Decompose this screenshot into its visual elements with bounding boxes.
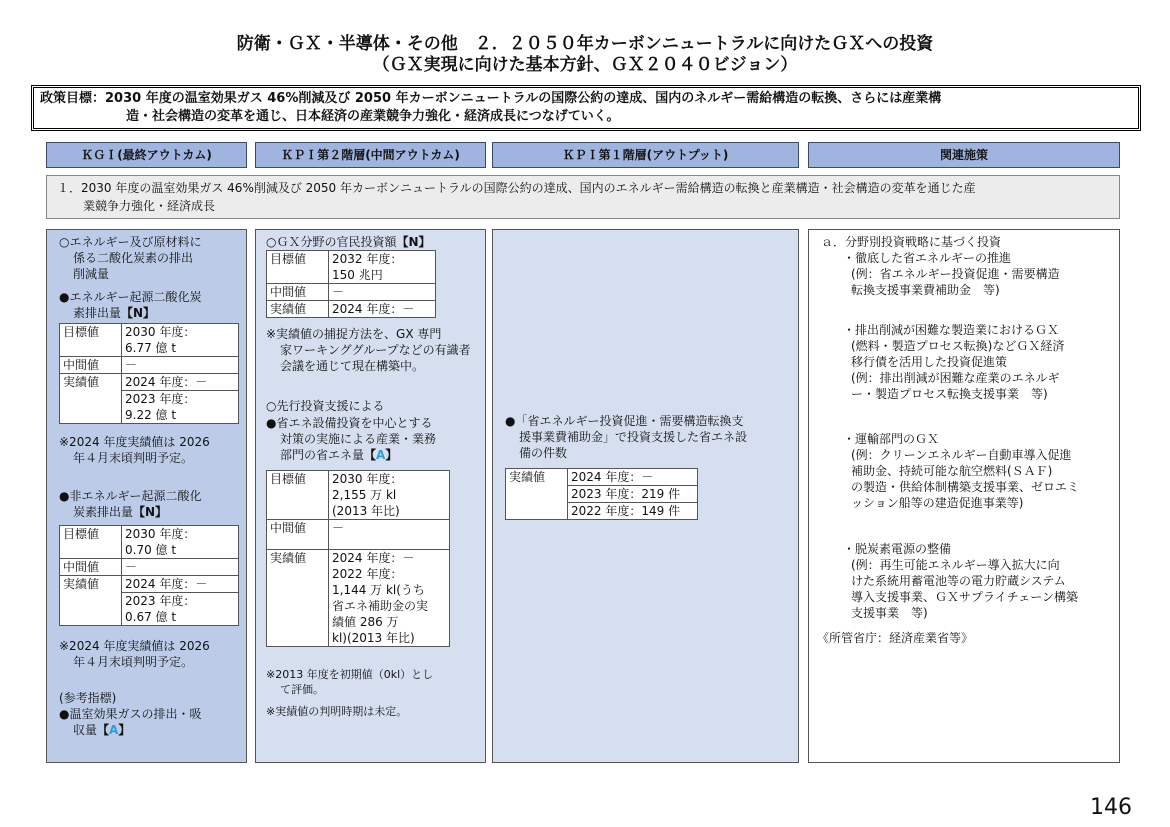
kpi2-note-2: ※2013 年度を初期値（0kl）とし て評価。	[266, 668, 434, 696]
related-measure-transport-gx: ・運輸部門のＧＸ (例：クリーンエネルギー自動車導入促進 補助金、持続可能な航空燃料(ＳＡＦ) の製造・供給体制構築支援事業、ゼロエミ ッション船等の建造促進事業等)	[843, 432, 1080, 510]
header-related-measures: 関連施策	[808, 142, 1120, 168]
kpi-level1-column	[492, 229, 799, 763]
header-kgi: ＫＧＩ(最終アウトカム)	[46, 142, 247, 168]
kpi2-energy-saving-table: 目標値 2030 年度： 2,155 万 kl (2013 年比) 中間値 － 実績値 2024 年度：－ 2022 年度： 1,144 万 kl(うち 省エネ補助金の実 績値 286 万 kl)(2013 年比)	[266, 470, 450, 647]
page-title	[0, 34, 1170, 76]
kgi-reference-indicator: (参考指標) ●温室効果ガスの排出・吸 収量【A】	[59, 691, 202, 737]
related-measure-decarbonized-power: ・脱炭素電源の整備 (例：再生可能エネルギー導入拡大に向 けた系統用蓄電池等の電力貯蔵システム 導入支援事業、ＧＸサプライチェーン構築 支援事業 等)	[843, 542, 1079, 620]
kpi2-item-energy-saving: ●省エネ設備投資を中心とする 対策の実施による産業・業務 部門の省エネ量【A】	[266, 416, 437, 462]
tag-n: 【N】	[133, 505, 168, 519]
title-line-2: （ＧＸ実現に向けた基本方針、ＧＸ２０４０ビジョン）	[372, 55, 798, 75]
kgi-item-non-energy-co2: ●非エネルギー起源二酸化 炭素排出量【N】	[59, 489, 202, 519]
policy-goal-label: 政策目標：	[40, 91, 106, 106]
section-1-heading	[46, 175, 1120, 219]
ministry-in-charge: 《所管省庁：経済産業省等》	[817, 631, 974, 645]
kpi1-item-subsidy-equipment: ●「省エネルギー投資促進・需要構造転換支 援事業費補助金」で投資支援した省エネ設 備の件数	[505, 414, 748, 460]
page-number: 146	[1090, 795, 1132, 820]
related-measure-a: ａ．分野別投資戦略に基づく投資	[821, 235, 1002, 249]
kgi-note-1: ※2024 年度実績値は 2026 年４月末頃判明予定。	[59, 435, 210, 465]
kgi-non-energy-co2-table: 目標値 2030 年度： 0.70 億 t 中間値 － 実績値 2024 年度：－ 2023 年度： 0.67 億 t	[59, 525, 239, 626]
policy-goal-line-1: 2030 年度の温室効果ガス 46%削減及び 2050 年カーボンニュートラルの国際公約の達成、国内のネルギー需給構造の転換、さらには産業構	[105, 91, 942, 106]
kpi1-subsidy-equipment-table: 実績値 2024 年度：－ 2023 年度：219 件 2022 年度：149 件	[505, 468, 698, 520]
header-kpi-level2: ＫＰＩ第２階層(中間アウトカム)	[255, 142, 486, 168]
tag-n: 【N】	[121, 306, 156, 320]
policy-goal-box	[31, 85, 1141, 131]
kgi-note-2: ※2024 年度実績値は 2026 年４月末頃判明予定。	[59, 639, 210, 669]
tag-a: A	[376, 448, 386, 462]
section-1-line-2: 業競争力強化・経済成長	[83, 199, 216, 213]
kpi2-note-3: ※実績値の判明時期は未定。	[266, 705, 408, 718]
tag-a: A	[109, 723, 119, 737]
header-kpi-level1: ＫＰＩ第１階層(アウトプット)	[492, 142, 799, 168]
kpi-level2-column	[255, 229, 486, 763]
related-measures-column	[808, 229, 1120, 763]
kgi-item-co2-reduction: ○エネルギー及び原材料に 係る二酸化炭素の排出 削減量	[59, 235, 202, 281]
kgi-column	[46, 229, 247, 763]
tag-n: 【N】	[396, 235, 431, 249]
section-1-line-1: １．2030 年度の温室効果ガス 46%削減及び 2050 年カーボンニュートラルの国際公約の達成、国内のエネルギー需給構造の転換と産業構造・社会構造の変革を通じた産	[57, 181, 976, 195]
kgi-energy-co2-table: 目標値 2030 年度： 6.77 億 t 中間値 － 実績値 2024 年度：－ 2023 年度： 9.22 億 t	[59, 323, 239, 424]
title-line-1: 防衛・ＧＸ・半導体・その他 ２．２０５０年カーボンニュートラルに向けたＧＸへの投資	[236, 34, 934, 54]
related-measure-energy-saving: ・徹底した省エネルギーの推進 (例：省エネルギー投資促進・需要構造 転換支援事業費補助金 等)	[843, 251, 1060, 297]
related-measure-manufacturing-gx: ・排出削減が困難な製造業におけるＧＸ (燃料・製造プロセス転換)などＧＸ経済 移行債を活用した投資促進策 (例：排出削減が困難な産業のエネルギ ー・製造プロセス転換支援事業 等)	[843, 323, 1065, 401]
policy-goal-line-2: 造・社会構造の変革を通じ、日本経済の産業競争力強化・経済成長につなげていく。	[126, 109, 620, 124]
kpi2-gx-investment-table: 目標値 2032 年度： 150 兆円 中間値 － 実績値 2024 年度：－	[266, 250, 436, 318]
kgi-item-energy-co2: ●エネルギー起源二酸化炭 素排出量【N】	[59, 290, 202, 320]
kpi2-note-1: ※実績値の捕捉方法を、GX 専門 家ワーキンググループなどの有識者 会議を通じて現在構築中。	[266, 327, 471, 373]
kpi2-item-gx-investment: ○ＧＸ分野の官民投資額【N】	[266, 235, 431, 249]
kpi2-item-advance-investment: ○先行投資支援による	[266, 399, 385, 413]
